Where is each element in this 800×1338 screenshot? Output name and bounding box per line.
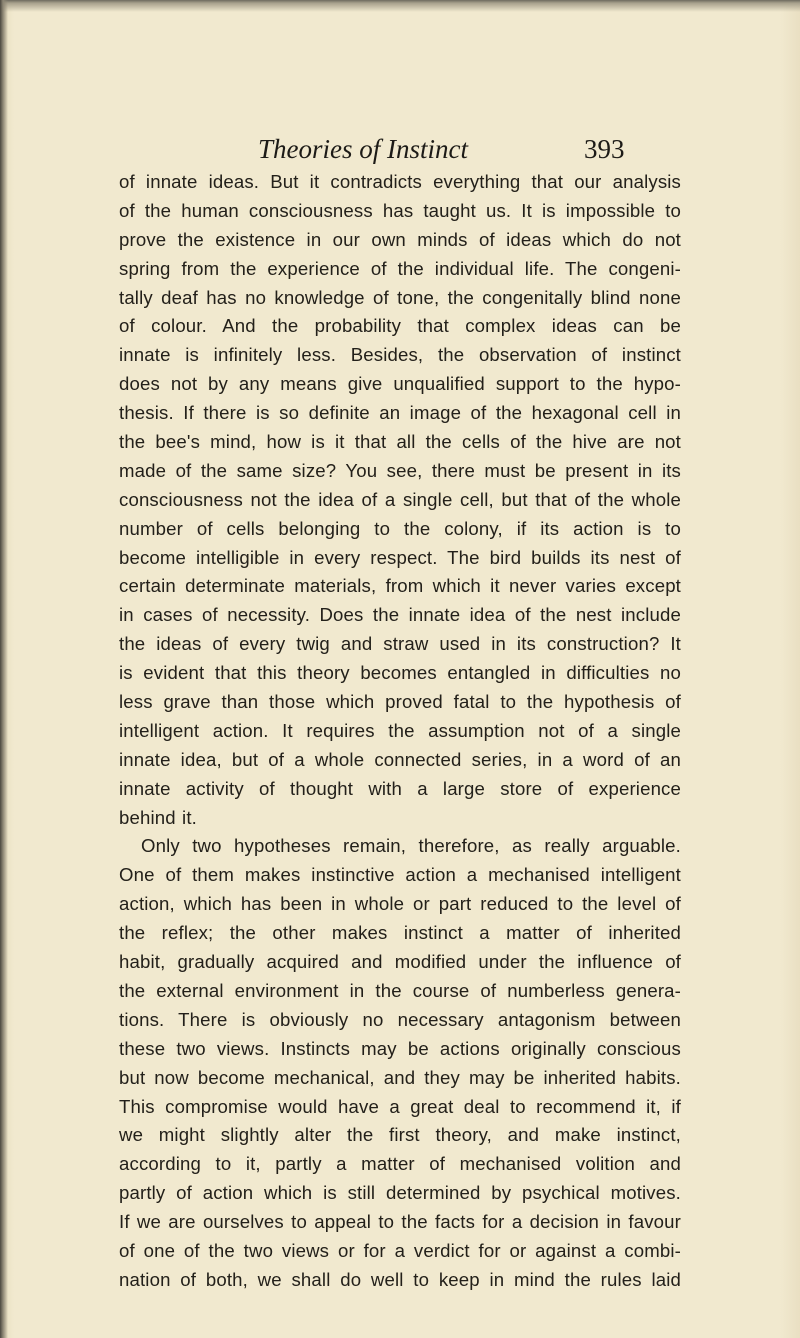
text-line: less grave than those which proved fatal to the hypothesis of xyxy=(119,691,681,713)
text-line: intelligent action. It requires the assumption not of a single xyxy=(119,719,681,741)
text-line: is evident that this theory becomes entangled in difficulties no xyxy=(119,662,681,684)
text-line: of one of the two views or for a verdict for or against a combi- xyxy=(119,1239,681,1261)
text-line: One of them makes instinctive action a mechanised intelligent xyxy=(119,864,681,886)
text-line: nation of both, we shall do well to keep in mind the rules laid xyxy=(119,1268,681,1290)
text-line: spring from the experience of the individual life. The congeni- xyxy=(119,257,681,279)
text-line: This compromise would have a great deal to recommend it, if xyxy=(119,1095,681,1117)
text-line: number of cells belonging to the colony, if its action is to xyxy=(119,517,681,539)
text-line: the external environment in the course of numberless genera- xyxy=(119,979,681,1001)
page-binding-edge xyxy=(0,0,8,1338)
text-line: consciousness not the idea of a single cell, but that of the whole xyxy=(119,488,681,510)
text-line: thesis. If there is so definite an image of the hexagonal cell in xyxy=(119,402,681,424)
text-line: innate idea, but of a whole connected series, in a word of an xyxy=(119,748,681,770)
text-line: the reflex; the other makes instinct a matter of inherited xyxy=(119,922,681,944)
text-line: but now become mechanical, and they may be inherited habits. xyxy=(119,1066,681,1088)
text-line: we might slightly alter the first theory, and make instinct, xyxy=(119,1124,681,1146)
text-line: according to it, partly a matter of mechanised volition and xyxy=(119,1153,681,1175)
body-text xyxy=(119,168,681,1295)
running-head-title: Theories of Instinct xyxy=(258,134,468,164)
text-line: in cases of necessity. Does the innate idea of the nest include xyxy=(119,604,681,626)
text-line: the ideas of every twig and straw used in its construction? It xyxy=(119,633,681,655)
text-line: certain determinate materials, from which it never varies except xyxy=(119,575,681,597)
text-line: the bee's mind, how is it that all the cells of the hive are not xyxy=(119,431,681,453)
text-line: of colour. And the probability that complex ideas can be xyxy=(119,315,681,337)
text-line: does not by any means give unqualified support to the hypo- xyxy=(119,373,681,395)
text-line: tally deaf has no knowledge of tone, the congenitally blind none xyxy=(119,286,681,308)
text-line: of the human consciousness has taught us. It is impossible to xyxy=(119,199,681,221)
text-line: become intelligible in every respect. The bird builds its nest of xyxy=(119,546,681,568)
text-line: innate activity of thought with a large store of experience xyxy=(119,777,681,799)
page-number: 393 xyxy=(584,134,625,164)
text-line: tions. There is obviously no necessary antagonism between xyxy=(119,1008,681,1030)
text-line: If we are ourselves to appeal to the facts for a decision in favour xyxy=(119,1211,681,1233)
page-top-shadow xyxy=(0,0,800,12)
text-line: of innate ideas. But it contradicts everything that our analysis xyxy=(119,171,681,192)
text-line: prove the existence in our own minds of ideas which do not xyxy=(119,228,681,250)
paragraph-first-line: Only two hypotheses remain, therefore, as really arguable. xyxy=(141,835,681,857)
text-line: innate is infinitely less. Besides, the observation of instinct xyxy=(119,344,681,366)
text-line: habit, gradually acquired and modified under the influence of xyxy=(119,951,681,973)
text-line: partly of action which is still determined by psychical motives. xyxy=(119,1182,681,1204)
text-line: these two views. Instincts may be actions originally conscious xyxy=(119,1037,681,1059)
paragraph-end-line: behind it. xyxy=(119,806,197,828)
text-line: made of the same size? You see, there must be present in its xyxy=(119,459,681,481)
text-line: action, which has been in whole or part reduced to the level of xyxy=(119,893,681,915)
